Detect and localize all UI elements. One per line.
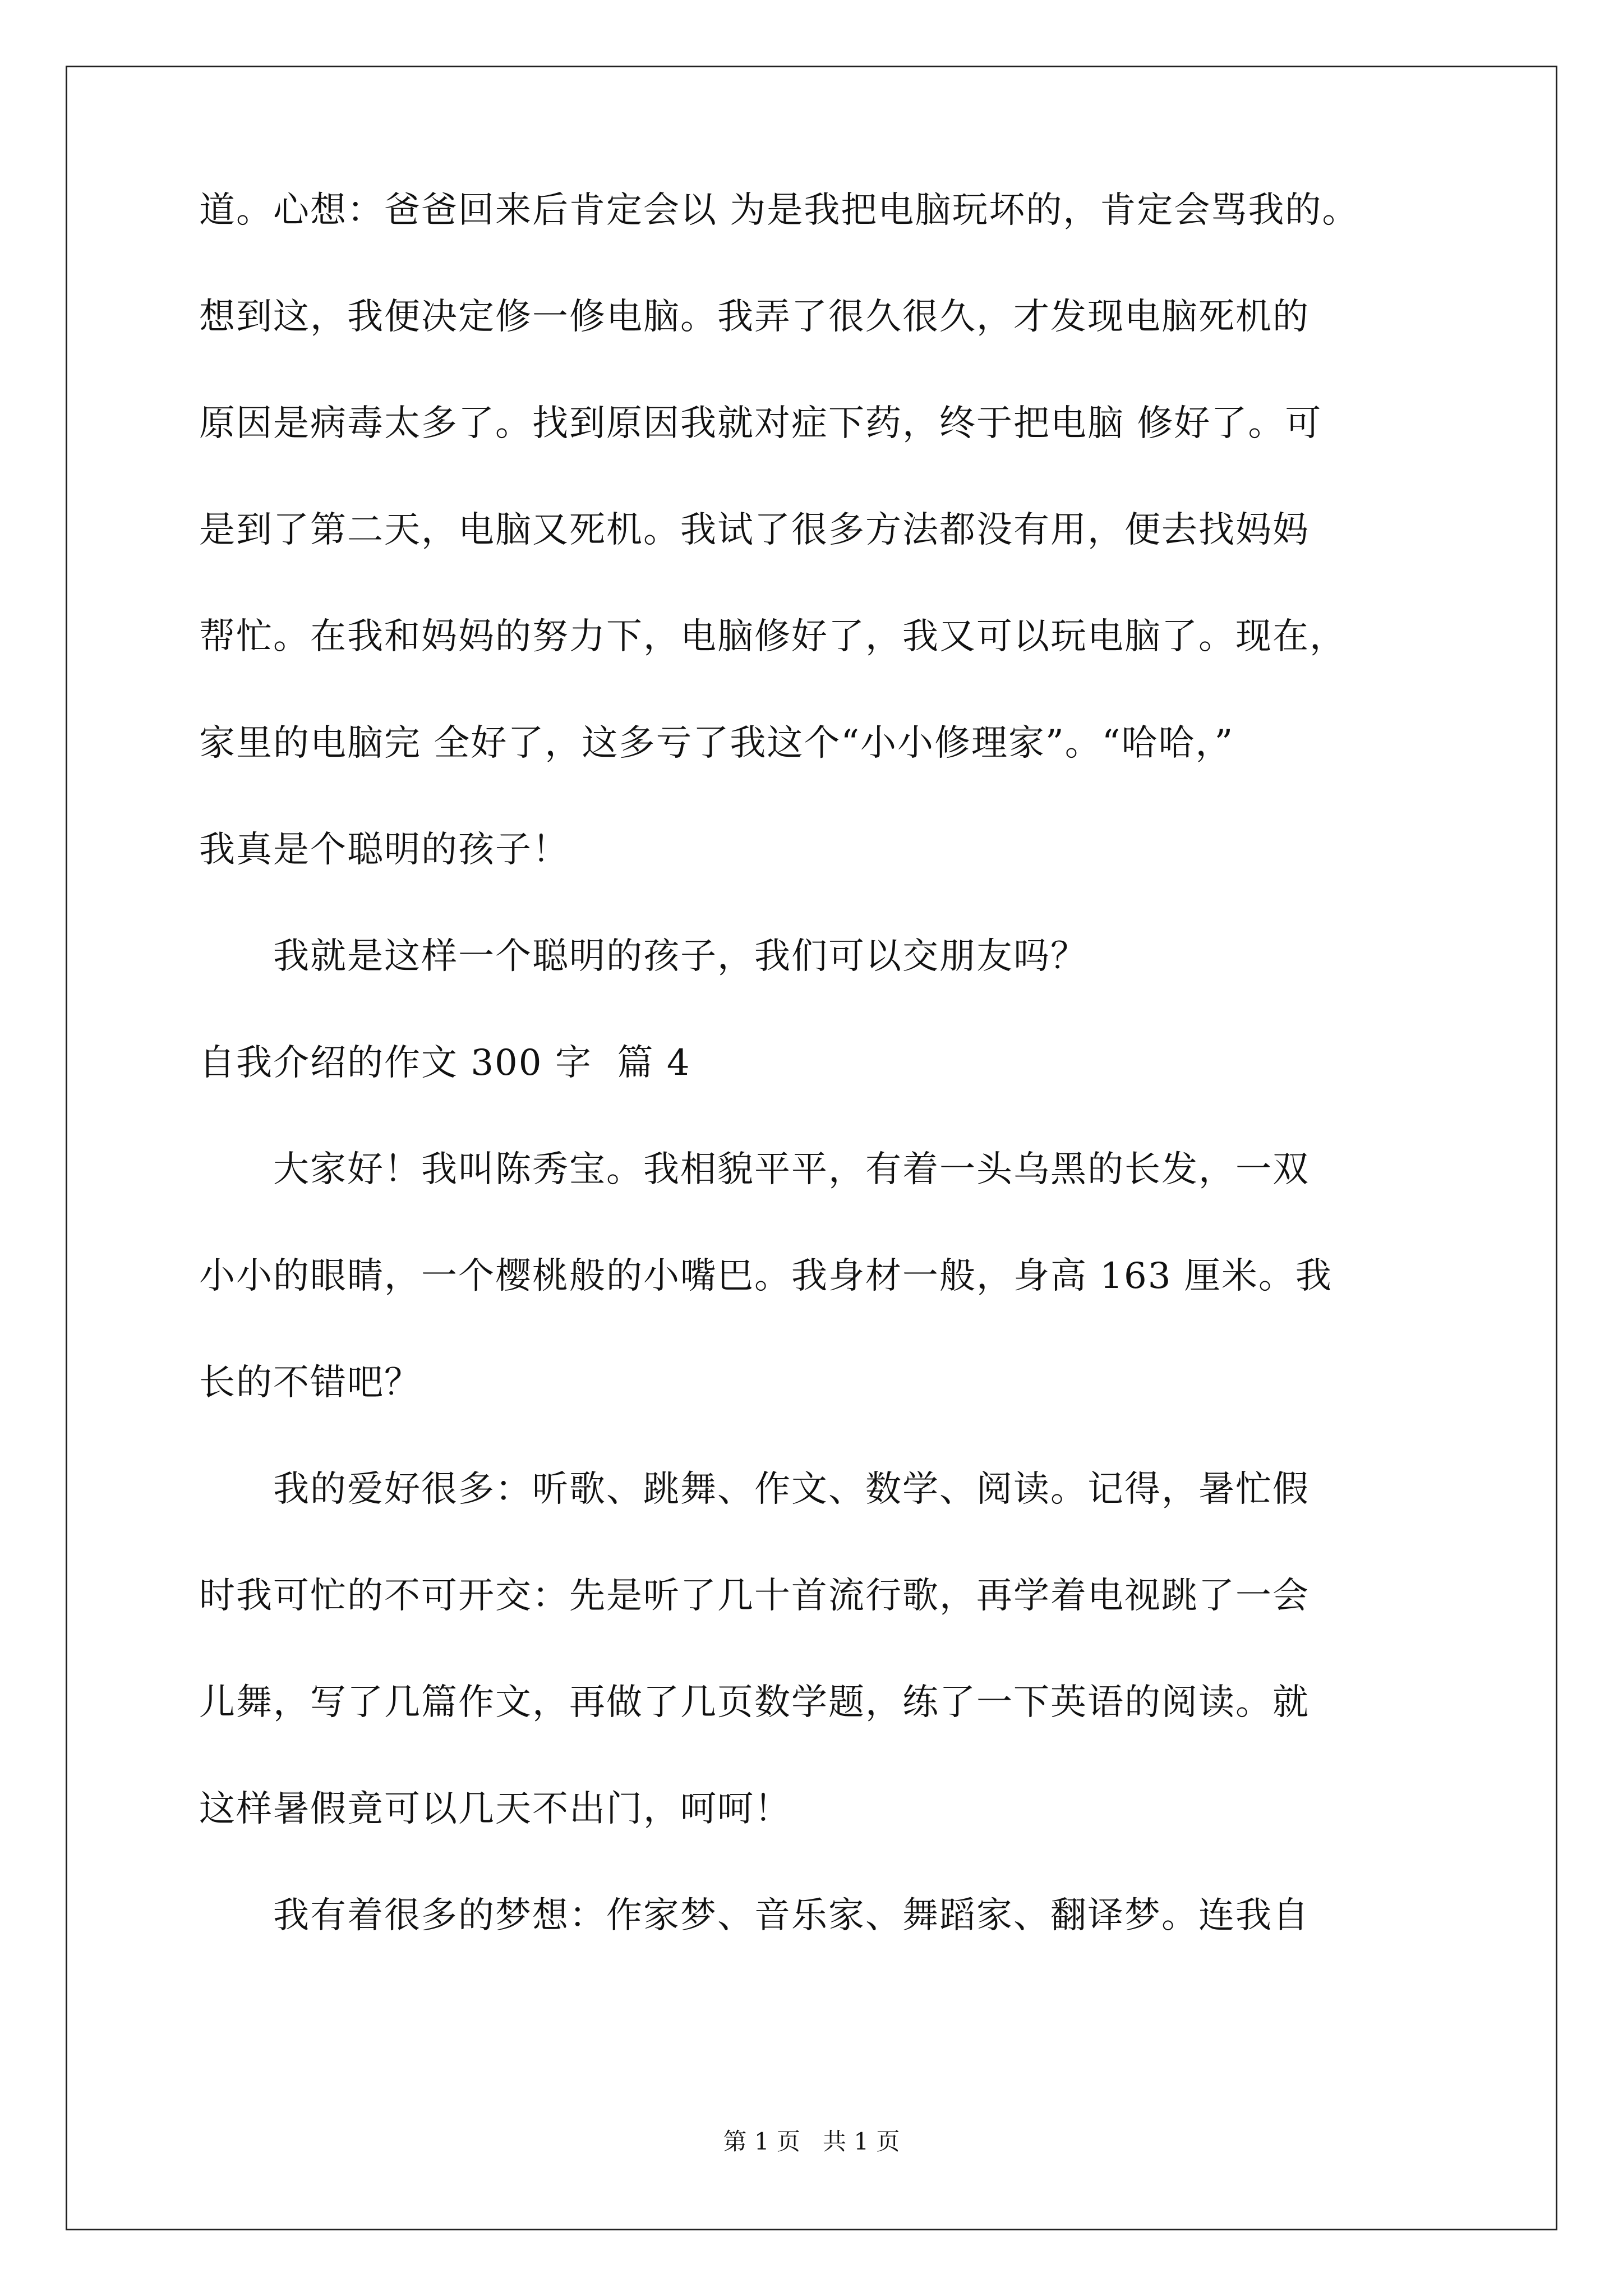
- section-heading: 自我介绍的作文 300 字 篇 4: [199, 1042, 691, 1084]
- text-line: 儿舞，写了几篇作文，再做了几页数学题，练了一下英语的阅读。就: [199, 1682, 1310, 1723]
- text-line: 想到这，我便决定修一修电脑。我弄了很久很久，才发现电脑死机的: [199, 296, 1310, 338]
- text-line: 这样暑假竟可以几天不出门，呵呵！: [199, 1788, 791, 1830]
- text-line: 时我可忙的不可开交：先是听了几十首流行歌，再学着电视跳了一会: [199, 1575, 1310, 1617]
- text-line: 道。心想：爸爸回来后肯定会以 为是我把电脑玩坏的，肯定会骂我的。: [199, 190, 1359, 231]
- paragraph-line: 我有着很多的梦想：作家梦、音乐家、舞蹈家、翻译梦。连我自: [199, 1895, 1310, 1936]
- paragraph-line: 我就是这样一个聪明的孩子，我们可以交朋友吗？: [199, 936, 1087, 977]
- page-footer: 第 1 页 共 1 页: [723, 2128, 900, 2155]
- text-line: 家里的电脑完 全好了，这多亏了我这个“小小修理家”。“哈哈，”: [199, 723, 1234, 764]
- text-line: 原因是病毒太多了。找到原因我就对症下药，终于把电脑 修好了。可: [199, 403, 1322, 444]
- text-line: 我真是个聪明的孩子！: [199, 829, 569, 871]
- text-line: 是到了第二天，电脑又死机。我试了很多方法都没有用，便去找妈妈: [199, 509, 1310, 551]
- text-line: 帮忙。在我和妈妈的努力下，电脑修好了，我又可以玩电脑了。现在，: [199, 616, 1347, 657]
- text-line: 小小的眼睛，一个樱桃般的小嘴巴。我身材一般，身高 163 厘米。我: [199, 1255, 1332, 1297]
- paragraph-line: 我的爱好很多：听歌、跳舞、作文、数学、阅读。记得，暑忙假: [199, 1469, 1310, 1510]
- paragraph-line: 大家好！我叫陈秀宝。我相貌平平，有着一头乌黑的长发，一双: [199, 1149, 1310, 1190]
- text-line: 长的不错吧？: [199, 1362, 421, 1404]
